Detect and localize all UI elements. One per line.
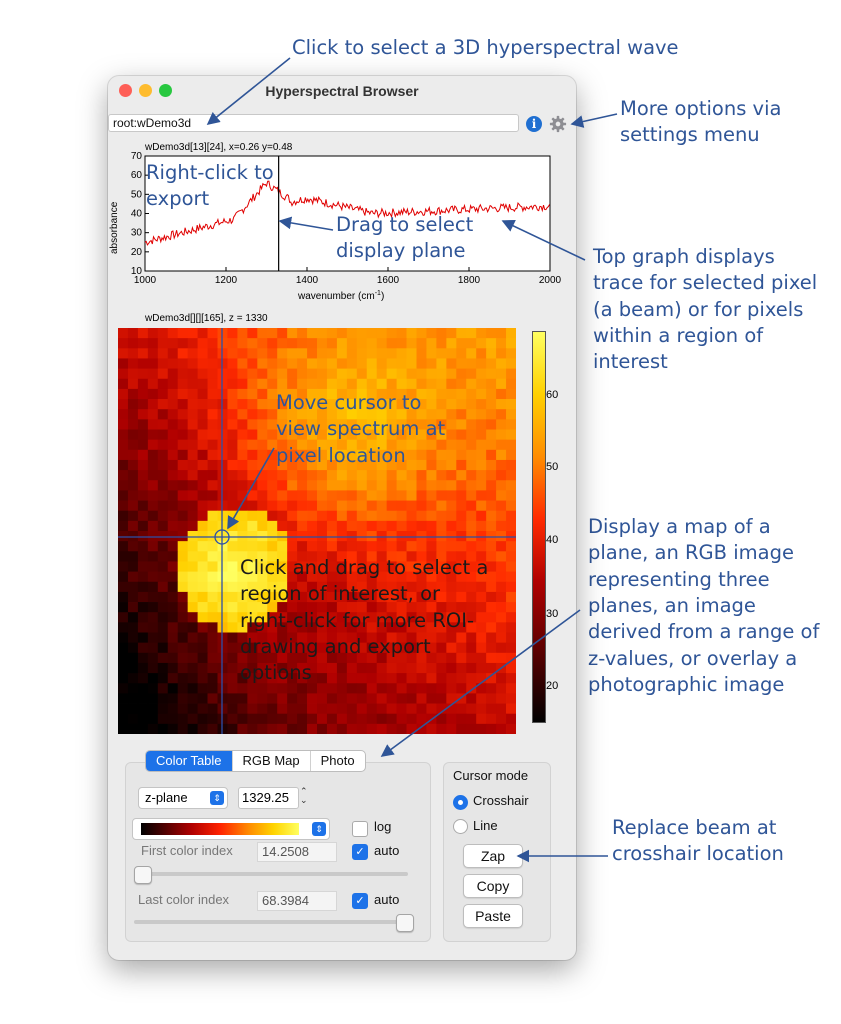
plane-value-field[interactable]: 1329.25 (238, 787, 299, 809)
last-color-index-label: Last color index (138, 892, 230, 907)
y-tick-label: 30 (130, 227, 142, 239)
y-tick-label: 50 (130, 189, 142, 201)
wave-selector-field[interactable]: root:wDemo3d (108, 114, 519, 132)
annotation-select-wave: Click to select a 3D hyperspectral wave (292, 36, 679, 59)
annotation-line: Replace beam at (612, 816, 777, 839)
cursor-mode-heading: Cursor mode (453, 768, 529, 783)
annotation-line: within a region of (593, 323, 764, 347)
last-auto-label: auto (374, 892, 400, 907)
y-axis-label: absorbance (109, 201, 120, 254)
annotation-line: (a beam) or for pixels (593, 297, 804, 321)
y-tick-label: 20 (130, 246, 142, 258)
first-color-index-label: First color index (141, 843, 233, 858)
annotation-line: Click and drag to select a (240, 556, 489, 579)
paste-button[interactable]: Paste (463, 904, 523, 928)
first-auto-label: auto (374, 843, 400, 858)
colorbar (532, 331, 546, 723)
crosshair-radio[interactable] (453, 795, 468, 810)
map-title: wDemo3d[][][165], z = 1330 (145, 313, 268, 324)
x-axis-label (297, 290, 384, 302)
annotation-settings-line2: settings menu (620, 123, 760, 147)
annotation-line: drawing and export (240, 634, 431, 658)
x-tick-label: 2000 (538, 275, 562, 286)
annotation-line: crosshair location (612, 842, 784, 866)
x-axis-label-main: wavenumber (cm (298, 291, 375, 302)
last-color-slider-track[interactable] (134, 920, 408, 924)
plane-value-stepper[interactable]: ⌃ ⌄ (300, 786, 308, 805)
annotation-line: region of interest, or (240, 582, 441, 606)
line-label: Line (473, 818, 498, 833)
tab-rgb-map[interactable]: RGB Map (233, 751, 311, 771)
annotation-settings-line1: More options via (620, 97, 782, 120)
annotation-drag (336, 212, 473, 265)
annotation-roi (240, 555, 488, 687)
y-tick-label: 60 (130, 170, 142, 182)
annotation-line: pixel location (276, 443, 406, 467)
map-mode-tabs (145, 750, 366, 772)
annotation-line: display plane (336, 239, 466, 263)
cursor-mode-panel (443, 762, 551, 942)
color-table-panel (125, 762, 431, 942)
annotation-line: options (240, 661, 312, 685)
first-color-slider-knob[interactable] (134, 866, 152, 884)
x-tick-label: 1800 (457, 275, 481, 286)
first-auto-checkbox[interactable]: ✓ (352, 844, 368, 860)
plane-select-label: z-plane (145, 790, 188, 805)
annotation-display-map (588, 514, 819, 698)
zap-button[interactable]: Zap (463, 844, 523, 868)
annotation-line: derived from a range of (588, 620, 820, 644)
last-color-index-field[interactable]: 68.3984 (257, 891, 337, 911)
window-title: Hyperspectral Browser (265, 83, 419, 99)
annotation-line: Top graph displays (593, 245, 775, 268)
annotation-line: trace for selected pixel (593, 271, 818, 295)
tab-color-table[interactable]: Color Table (146, 751, 233, 771)
annotation-line: Drag to select (336, 213, 474, 236)
x-axis-label-sup: -1 (374, 290, 381, 297)
colorbar-tick: 40 (546, 534, 559, 546)
annotation-move-cursor (276, 390, 445, 469)
annotation-line: interest (593, 350, 668, 374)
annotation-replace-beam (612, 815, 784, 868)
crosshair-label: Crosshair (473, 793, 529, 808)
y-tick-label: 10 (130, 266, 142, 277)
colorbar-tick: 60 (546, 389, 559, 401)
arrow-settings (572, 114, 617, 124)
chevron-updown-icon: ⇕ (312, 822, 326, 836)
log-checkbox[interactable] (352, 821, 368, 837)
annotation-line: export (146, 187, 210, 211)
annotation-line: Display a map of a (588, 515, 771, 538)
annotation-right-click (146, 160, 274, 213)
annotation-line: Right-click to (146, 161, 274, 184)
info-icon[interactable]: i (526, 116, 542, 132)
first-color-index-field[interactable]: 14.2508 (257, 842, 337, 862)
annotation-line: plane, an RGB image (588, 541, 794, 565)
gear-icon[interactable] (549, 115, 567, 133)
annotation-line: Move cursor to (276, 391, 422, 414)
log-label: log (374, 819, 392, 834)
annotation-line: representing three (588, 567, 770, 591)
annotation-line: photographic image (588, 672, 785, 696)
y-tick-label: 40 (130, 208, 142, 220)
x-tick-label: 1600 (376, 275, 400, 286)
spectrum-title: wDemo3d[13][24], x=0.26 y=0.48 (145, 142, 293, 153)
colorbar-tick: 30 (546, 608, 559, 620)
chevron-updown-icon: ⇕ (210, 791, 224, 805)
annotation-line: view spectrum at (276, 417, 446, 441)
annotation-line: planes, an image (588, 593, 756, 617)
x-axis-label-end: ) (380, 291, 385, 302)
x-tick-label: 1200 (214, 275, 238, 286)
color-table-select[interactable] (132, 818, 330, 840)
copy-button[interactable]: Copy (463, 874, 523, 898)
tab-photo[interactable]: Photo (320, 753, 355, 768)
line-radio[interactable] (453, 819, 468, 834)
title-bar[interactable] (108, 76, 576, 106)
x-tick-label: 1400 (295, 275, 319, 286)
colorbar-tick: 50 (546, 461, 559, 473)
plane-select[interactable] (138, 787, 228, 809)
annotation-line: z-values, or overlay a (588, 646, 798, 670)
annotation-line: right-click for more ROI- (240, 608, 475, 632)
x-tick-label: 1000 (133, 275, 157, 286)
color-table-swatch (141, 823, 299, 835)
first-color-slider-track[interactable] (134, 872, 408, 876)
annotation-settings (620, 96, 781, 149)
last-auto-checkbox[interactable]: ✓ (352, 893, 368, 909)
annotation-top-graph (593, 244, 817, 376)
colorbar-tick: 20 (546, 680, 559, 692)
y-tick-label: 70 (130, 151, 142, 162)
last-color-slider-knob[interactable] (396, 914, 414, 932)
